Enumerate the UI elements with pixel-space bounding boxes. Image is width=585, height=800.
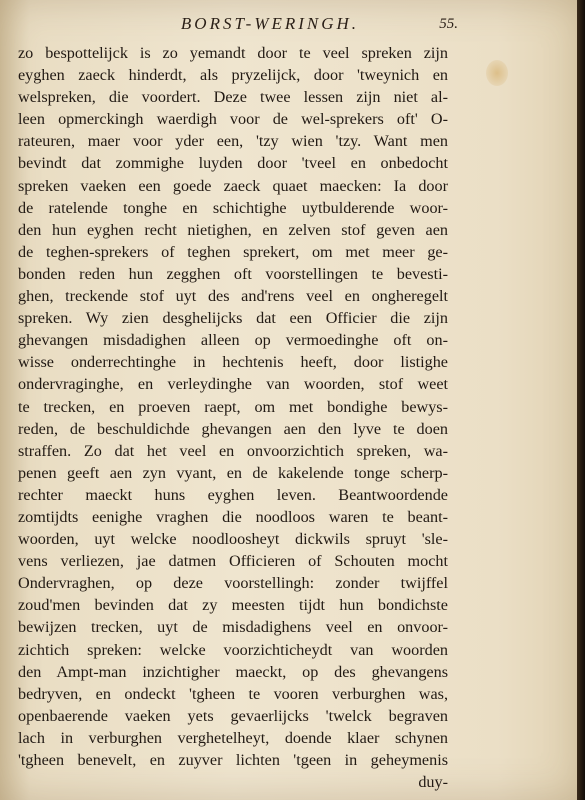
text-line: reden, de beschuldichde ghevangen aen den lyve te doen bbox=[18, 419, 448, 438]
text-line: straffen. Zo dat het veel en onvoorzichtich spreken, wa- bbox=[18, 441, 448, 460]
text-line: zomtijdts eenighe vraghen die noodloos waren te beant- bbox=[18, 507, 448, 526]
text-line: bonden reden hun zegghen oft voorstellingen te bevesti- bbox=[18, 264, 448, 283]
text-line: de ratelende tonghe en schichtighe uytbulderende woor- bbox=[18, 198, 448, 217]
text-line: vens verliezen, jae datmen Officieren of Schouten mocht bbox=[18, 552, 448, 571]
page-edge-shadow bbox=[577, 0, 585, 800]
text-line: den hun eyghen recht nietighen, en zelven stof geven aen bbox=[18, 220, 448, 239]
text-line: ghen, treckende stof uyt des and'rens veel en ongheregelt bbox=[18, 287, 448, 306]
text-line: 'tgheen benevelt, en zuyver lichten 'tgeen in geheymenis bbox=[18, 751, 448, 769]
text-line: lach in verburghen verghetelheyt, doende klaer schynen bbox=[18, 728, 448, 747]
text-line: wisse onderrechtinghe in hechtenis heeft, door listighe bbox=[18, 353, 448, 372]
text-line: bevindt dat zommighe luyden door 'tveel en onbedocht bbox=[18, 154, 448, 173]
text-line: de teghen-sprekers of teghen sprekert, om met meer ge- bbox=[18, 242, 448, 261]
text-line: zichtich spreken: welcke voorzichticheydt van woorden bbox=[18, 640, 448, 659]
text-line: woorden, uyt welcke noodloosheyt dickwils spruyt 'sle- bbox=[18, 530, 448, 549]
text-line: penen geeft aen zyn vyant, en de kakelende tonge scherp- bbox=[18, 463, 448, 482]
text-line: spreken vaeken een goede zaeck quaet maecken: Ia door bbox=[18, 176, 448, 195]
text-line: Ondervraghen, op deze voorstellingh: zonder twijffel bbox=[18, 574, 448, 593]
running-head: BORST-WERINGH. bbox=[180, 14, 360, 33]
text-line: openbaerende vaeken yets gevaerlijcks 'twelck begraven bbox=[18, 706, 448, 725]
catchword: duy- bbox=[418, 773, 448, 792]
text-line: ondervraginghe, en verleydinghe van woorden, stof weet bbox=[18, 375, 448, 394]
text-line: leen opmerckingh waerdigh voor de wel-sprekers oft' O- bbox=[18, 110, 448, 129]
text-line: zoud'men bevinden dat zy meesten tijdt hun bondichste bbox=[18, 596, 448, 615]
page-number: 55. bbox=[439, 16, 458, 32]
text-line: rechter maeckt huns eyghen leven. Beantwoordende bbox=[18, 485, 448, 504]
text-line: welspreken, die voordert. Deze twee lessen zijn niet al- bbox=[18, 88, 448, 107]
text-line: eyghen zaeck hinderdt, als pryzelijck, door 'tweynich en bbox=[18, 66, 448, 85]
text-line: ghevangen misdadighen alleen op vermoedinghe oft on- bbox=[18, 331, 448, 350]
text-line: spreken. Wy zien desghelijcks dat een Officier die zijn bbox=[18, 309, 448, 328]
text-line: zo bespottelijck is zo yemandt door te veel spreken zijn bbox=[18, 44, 448, 62]
text-line: bewijzen trecken, uyt de misdadighens veel en onvoor- bbox=[18, 618, 448, 637]
text-line: bedryven, en ondeckt 'tgheen te vooren verburghen was, bbox=[18, 684, 448, 703]
foxing-stain bbox=[486, 60, 508, 86]
text-line: den Ampt-man inzichtigher maeckt, op des ghevangens bbox=[18, 662, 448, 681]
text-line: te trecken, en proeven raept, om met bondighe bewys- bbox=[18, 397, 448, 416]
body-text bbox=[18, 42, 448, 793]
text-line: rateuren, maer voor yder een, 'tzy wien 'tzy. Want men bbox=[18, 132, 448, 151]
